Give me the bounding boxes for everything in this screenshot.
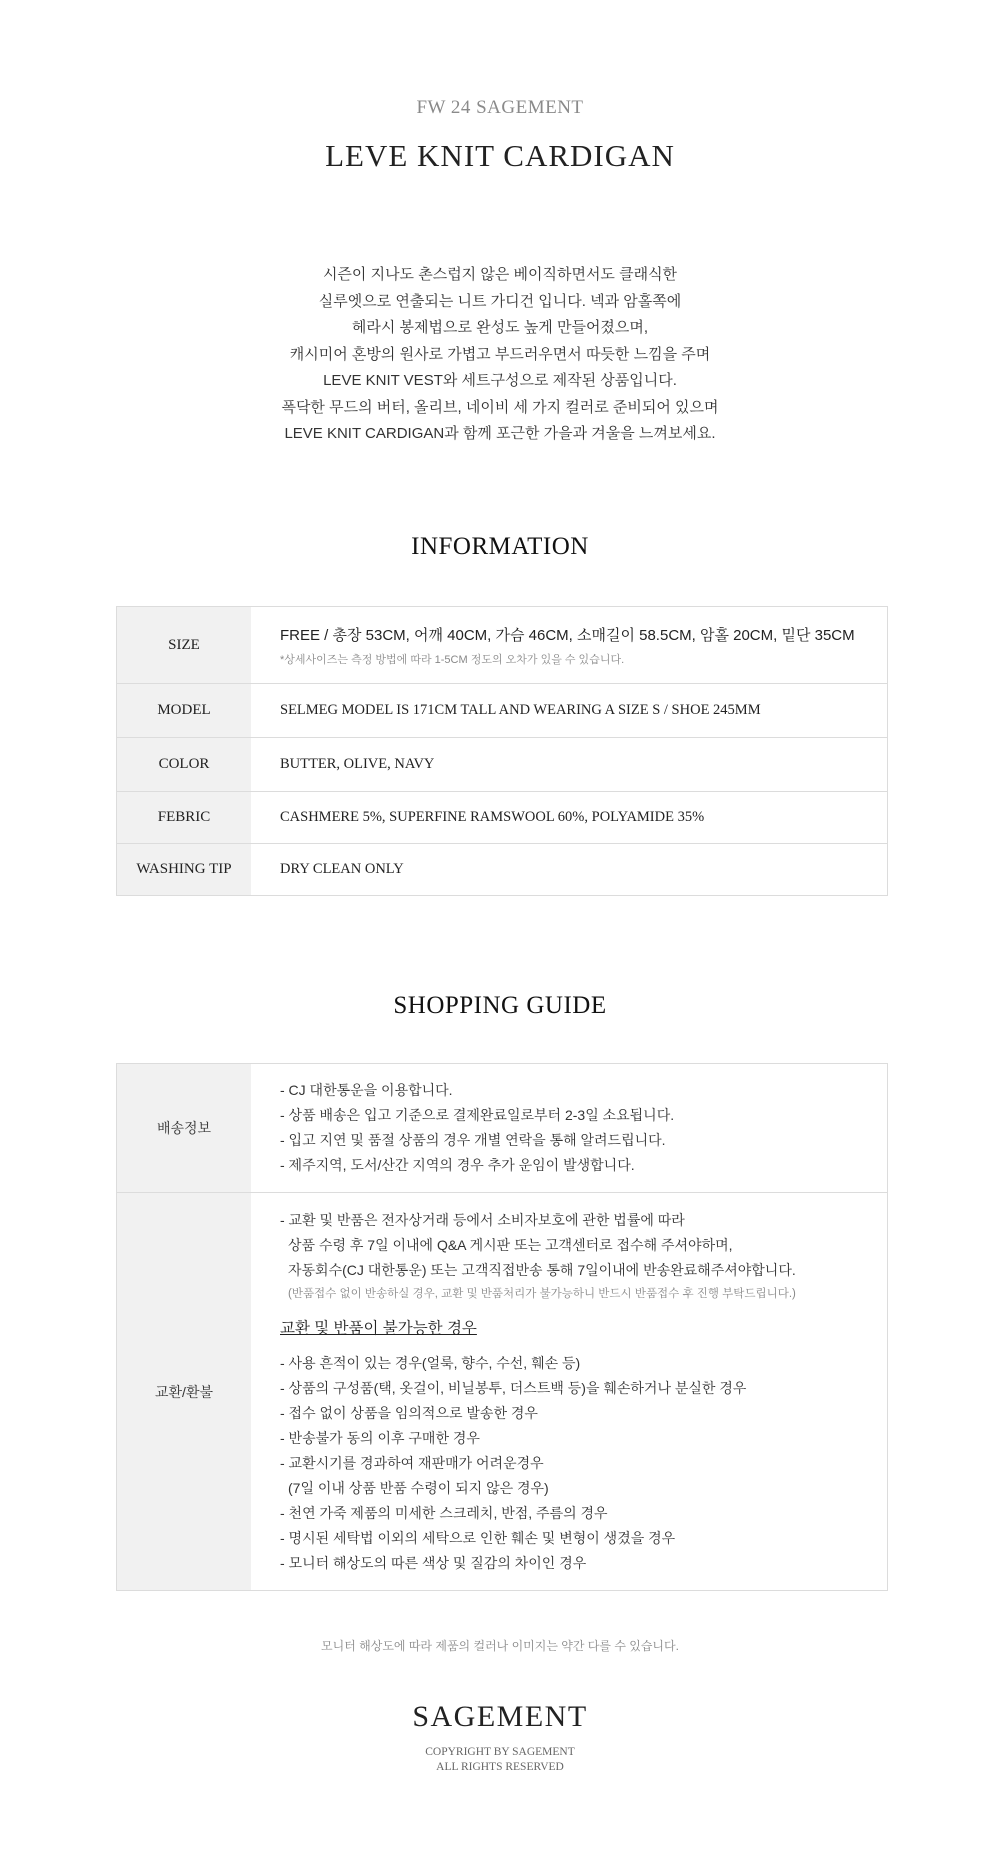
product-title: LEVE KNIT CARDIGAN	[325, 138, 675, 173]
shopping-guide-table	[116, 1063, 888, 1591]
season-label: FW 24 SAGEMENT	[416, 97, 584, 118]
brand-logo: SAGEMENT	[412, 1700, 588, 1733]
not-allowed-line: - 접수 없이 상품을 임의적으로 발송한 경우	[280, 1405, 538, 1421]
table-row-model	[117, 684, 888, 738]
description-line: 폭닥한 무드의 버터, 올리브, 네이비 세 가지 컬러로 준비되어 있으며	[281, 398, 719, 416]
fabric-value: CASHMERE 5%, SUPERFINE RAMSWOOL 60%, POLYAMIDE 35%	[251, 792, 888, 844]
return-line: 상품 수령 후 7일 이내에 Q&A 게시판 또는 고객센터로 접수해 주셔야하며,	[288, 1237, 733, 1253]
table-row-fabric	[117, 792, 888, 844]
not-allowed-line: - 천연 가죽 제품의 미세한 스크레치, 반점, 주름의 경우	[280, 1505, 608, 1521]
not-allowed-heading: 교환 및 반품이 불가능한 경우	[280, 1320, 477, 1337]
model-label: MODEL	[117, 684, 252, 738]
table-row-color	[117, 738, 888, 792]
information-table	[116, 606, 888, 896]
shipping-info	[251, 1064, 888, 1193]
shipping-line: - 제주지역, 도서/산간 지역의 경우 추가 운임이 발생합니다.	[280, 1157, 635, 1173]
copyright	[0, 1745, 1000, 1775]
monitor-note: 모니터 해상도에 따라 제품의 컬러나 이미지는 약간 다를 수 있습니다.	[321, 1639, 679, 1653]
not-allowed-line: - 교환시기를 경과하여 재판매가 어려운경우	[280, 1455, 544, 1471]
color-label: COLOR	[117, 738, 252, 792]
washing-value: DRY CLEAN ONLY	[251, 844, 888, 896]
table-row-return	[117, 1193, 888, 1591]
return-line: - 교환 및 반품은 전자상거래 등에서 소비자보호에 관한 법률에 따라	[280, 1212, 685, 1228]
size-label: SIZE	[117, 607, 252, 684]
not-allowed-line: - 상품의 구성품(택, 옷걸이, 비닐봉투, 더스트백 등)을 훼손하거나 분실한 경우	[280, 1380, 747, 1396]
return-note: (반품접수 없이 반송하실 경우, 교환 및 반품처리가 불가능하니 반드시 반품접수 후 진행 부탁드립니다.)	[288, 1288, 796, 1300]
description-line: 헤라시 봉제법으로 완성도 높게 만들어졌으며,	[351, 319, 649, 336]
not-allowed-line: - 명시된 세탁법 이외의 세탁으로 인한 훼손 및 변형이 생겼을 경우	[280, 1530, 676, 1546]
color-value: BUTTER, OLIVE, NAVY	[251, 738, 888, 792]
description-line: 캐시미어 혼방의 원사로 가볍고 부드러우면서 따듯한 느낌을 주며	[289, 345, 711, 363]
washing-label: WASHING TIP	[117, 844, 252, 896]
not-allowed-line: - 모니터 해상도의 따른 색상 및 질감의 차이인 경우	[280, 1555, 587, 1571]
information-heading: INFORMATION	[411, 533, 589, 560]
return-info	[251, 1193, 888, 1591]
not-allowed-line: - 반송불가 동의 이후 구매한 경우	[280, 1430, 480, 1446]
table-row-washing	[117, 844, 888, 896]
description-line: 시즌이 지나도 촌스럽지 않은 베이직하면서도 클래식한	[322, 266, 678, 283]
description-line: LEVE KNIT CARDIGAN과 함께 포근한 가을과 겨울을 느껴보세요.	[284, 425, 716, 442]
return-line: 자동회수(CJ 대한통운) 또는 고객직접반송 통해 7일이내에 반송완료해주셔야합니다.	[288, 1262, 796, 1278]
fabric-label: FEBRIC	[117, 792, 252, 844]
shipping-label: 배송정보	[117, 1064, 252, 1193]
shipping-line: - CJ 대한통운을 이용합니다.	[280, 1082, 453, 1098]
not-allowed-line: - 사용 흔적이 있는 경우(얼룩, 향수, 수선, 훼손 등)	[280, 1355, 581, 1371]
size-value: FREE / 총장 53CM, 어깨 40CM, 가슴 46CM, 소매길이 58.5CM, 암홀 20CM, 밑단 35CM	[280, 626, 855, 644]
product-description	[0, 262, 1000, 448]
model-value: SELMEG MODEL IS 171CM TALL AND WEARING A SIZE S / SHOE 245MM	[251, 684, 888, 738]
shipping-line: - 입고 지연 및 품절 상품의 경우 개별 연락을 통해 알려드립니다.	[280, 1132, 666, 1148]
table-row-size	[117, 607, 888, 684]
not-allowed-line: (7일 이내 상품 반품 수령이 되지 않은 경우)	[288, 1480, 549, 1496]
description-line: LEVE KNIT VEST와 세트구성으로 제작된 상품입니다.	[323, 372, 677, 389]
copyright-line: ALL RIGHTS RESERVED	[436, 1761, 564, 1773]
size-value-cell	[251, 607, 888, 684]
return-label: 교환/환불	[117, 1193, 252, 1591]
table-row-shipping	[117, 1064, 888, 1193]
shopping-guide-heading: SHOPPING GUIDE	[393, 992, 607, 1019]
shipping-line: - 상품 배송은 입고 기준으로 결제완료일로부터 2-3일 소요됩니다.	[280, 1107, 675, 1123]
description-line: 실루엣으로 연출되는 니트 가디건 입니다. 넥과 암홀쪽에	[318, 292, 682, 310]
copyright-line: COPYRIGHT BY SAGEMENT	[425, 1746, 575, 1758]
size-note: *상세사이즈는 측정 방법에 따라 1-5CM 정도의 오차가 있을 수 있습니다.	[280, 653, 625, 666]
